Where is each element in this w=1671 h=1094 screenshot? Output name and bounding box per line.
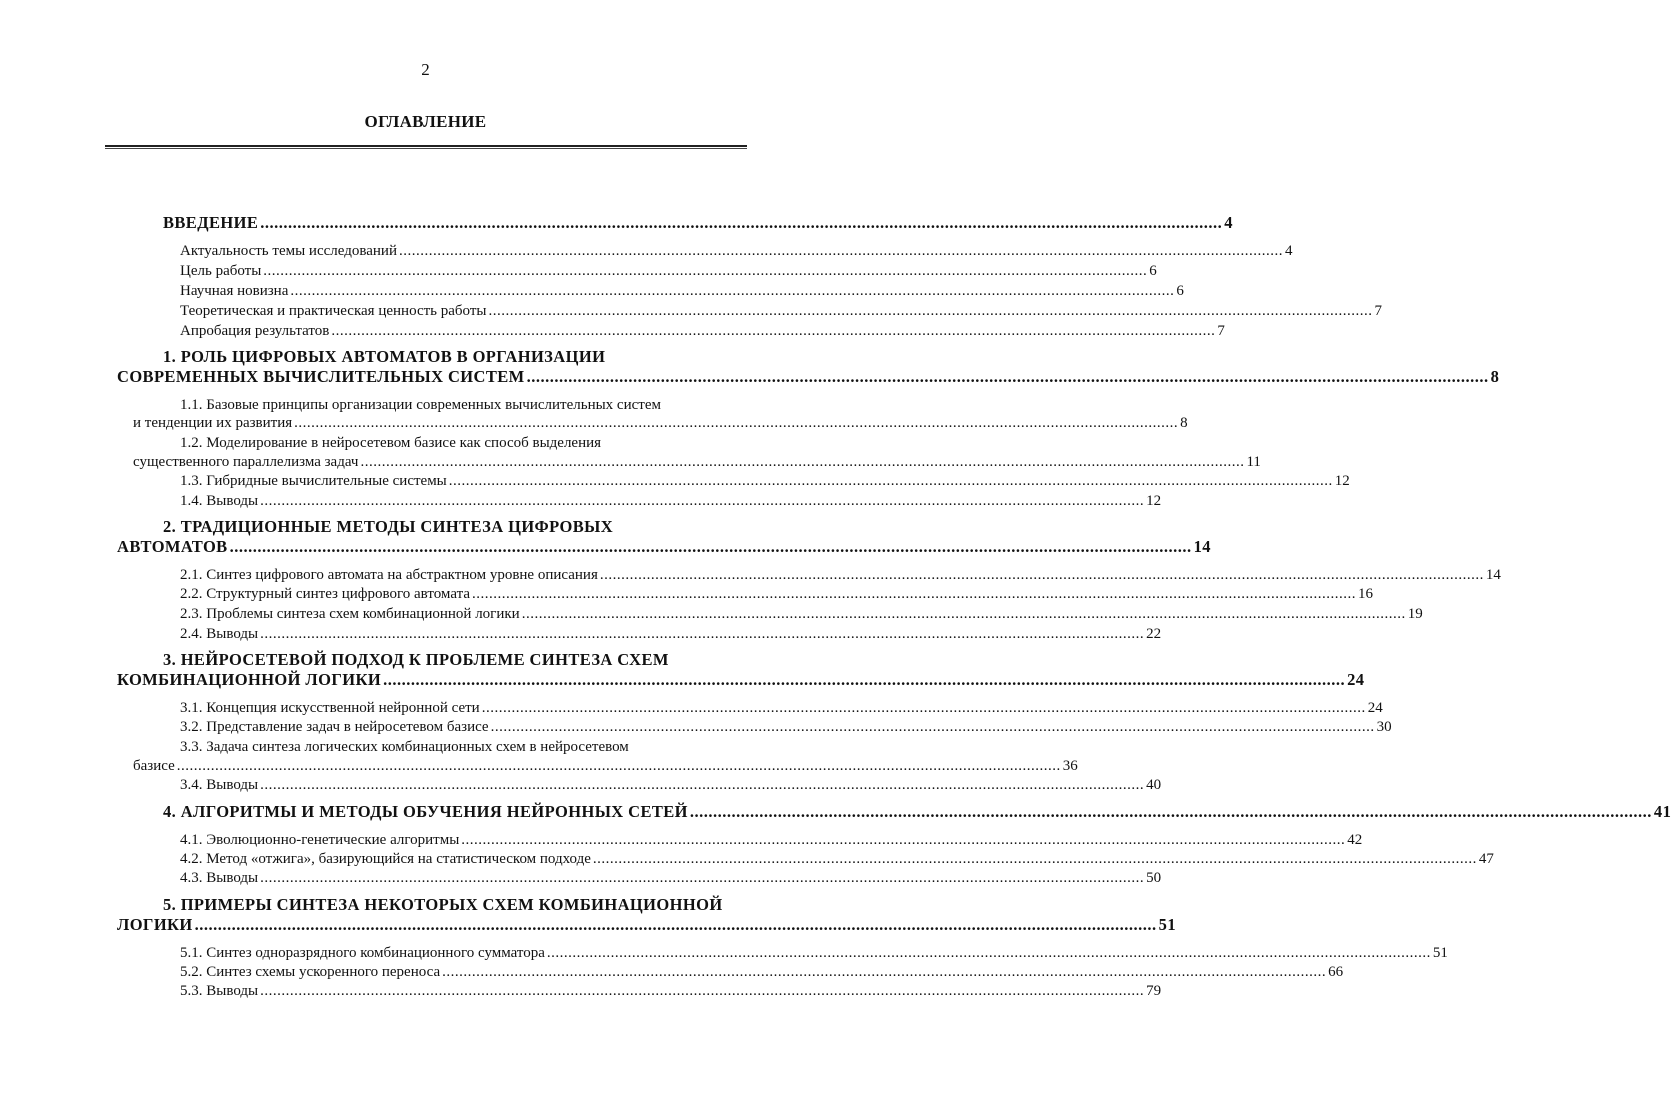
- toc-entry-title: 3.1. Концепция искусственной нейронной сети: [180, 700, 480, 716]
- leader-dots: ................................................................................................................................................................................................................: [260, 213, 1223, 232]
- leader-dots: ................................................................................................................................................................................................................: [260, 777, 1145, 793]
- toc-page-number: 51: [1432, 945, 1448, 961]
- toc-entry[interactable]: [180, 472, 1350, 490]
- toc-page-number: 7: [1217, 323, 1225, 339]
- toc-entry-title: АВТОМАТОВ: [117, 537, 228, 556]
- toc-entry-title: 5.2. Синтез схемы ускоренного переноса: [180, 964, 441, 980]
- leader-dots: ................................................................................................................................................................................................................: [488, 303, 1373, 319]
- toc-entry[interactable]: [180, 963, 1344, 981]
- toc-page-number: 8: [1180, 415, 1188, 431]
- toc-entry-title: СОВРЕМЕННЫХ ВЫЧИСЛИТЕЛЬНЫХ СИСТЕМ: [117, 367, 525, 386]
- toc-entry[interactable]: [133, 414, 1188, 432]
- toc-entry[interactable]: [180, 322, 1225, 340]
- toc-entry-title: 4.2. Метод «отжига», базирующийся на статистическом подходе: [180, 851, 591, 867]
- toc-entry-1-2-line1[interactable]: 1.2. Моделирование в нейросетевом базисе как способ выделения: [180, 435, 602, 451]
- toc-entry-title: 4.1. Эволюционно-генетические алгоритмы: [180, 832, 460, 848]
- toc-page-number: 24: [1347, 670, 1365, 689]
- leader-dots: ................................................................................................................................................................................................................: [442, 964, 1327, 980]
- leader-dots: ................................................................................................................................................................................................................: [294, 415, 1179, 431]
- toc-page-number: 4: [1224, 213, 1233, 232]
- leader-dots: ................................................................................................................................................................................................................: [360, 454, 1245, 470]
- toc-entry-title: ЛОГИКИ: [117, 915, 193, 934]
- toc-entry[interactable]: [180, 302, 1382, 320]
- toc-entry[interactable]: [180, 944, 1448, 962]
- toc-entry-chapter-5[interactable]: [117, 915, 1176, 934]
- toc-entry-3-3-line1[interactable]: 3.3. Задача синтеза логических комбинационных схем в нейросетевом: [180, 739, 629, 755]
- leader-dots: ................................................................................................................................................................................................................: [398, 243, 1283, 259]
- toc-page-number: 19: [1407, 606, 1423, 622]
- toc-entry-title: 2.1. Синтез цифрового автомата на абстрактном уровне описания: [180, 567, 598, 583]
- toc-entry-title: 2.4. Выводы: [180, 626, 259, 642]
- toc-entry[interactable]: [180, 850, 1494, 868]
- leader-dots: ................................................................................................................................................................................................................: [260, 626, 1145, 642]
- chapter-1-title-line1[interactable]: 1. РОЛЬ ЦИФРОВЫХ АВТОМАТОВ В ОРГАНИЗАЦИИ: [163, 347, 606, 366]
- toc-page-number: 22: [1146, 626, 1162, 642]
- page-title: ОГЛАВЛЕНИЕ: [364, 112, 487, 131]
- toc-entry[interactable]: [180, 699, 1383, 717]
- leader-dots: ................................................................................................................................................................................................................: [546, 945, 1431, 961]
- toc-entry[interactable]: [180, 242, 1293, 260]
- toc-entry-title: 2.3. Проблемы синтеза схем комбинационной логики: [180, 606, 520, 622]
- leader-dots: ................................................................................................................................................................................................................: [526, 367, 1489, 386]
- leader-dots: ................................................................................................................................................................................................................: [331, 323, 1216, 339]
- toc-page-number: 4: [1284, 243, 1293, 259]
- toc-entry-chapter-3[interactable]: [117, 670, 1365, 689]
- toc-page-number: 42: [1347, 832, 1363, 848]
- toc-entry-title: 2.2. Структурный синтез цифрового автомата: [180, 586, 470, 602]
- toc-entry-title: 5.1. Синтез одноразрядного комбинационного сумматора: [180, 945, 545, 961]
- toc-entry[interactable]: [180, 605, 1423, 623]
- toc-entry-title: 3.2. Представление задач в нейросетевом базисе: [180, 719, 489, 735]
- leader-dots: ................................................................................................................................................................................................................: [461, 832, 1346, 848]
- toc-entry[interactable]: [180, 566, 1501, 584]
- leader-dots: ................................................................................................................................................................................................................: [176, 758, 1061, 774]
- leader-dots: ................................................................................................................................................................................................................: [448, 473, 1333, 489]
- chapter-2-title-line1[interactable]: 2. ТРАДИЦИОННЫЕ МЕТОДЫ СИНТЕЗА ЦИФРОВЫХ: [163, 517, 614, 536]
- leader-dots: ................................................................................................................................................................................................................: [490, 719, 1375, 735]
- leader-dots: ................................................................................................................................................................................................................: [263, 263, 1148, 279]
- leader-dots: ................................................................................................................................................................................................................: [521, 606, 1406, 622]
- toc-page-number: 40: [1146, 777, 1162, 793]
- toc-page-number: 6: [1176, 283, 1184, 299]
- toc-entry-1-1-line1[interactable]: 1.1. Базовые принципы организации современных вычислительных систем: [180, 397, 661, 413]
- toc-entry-title: 5.3. Выводы: [180, 983, 259, 999]
- toc-entry[interactable]: [180, 585, 1373, 603]
- toc-page-number: 16: [1358, 586, 1373, 602]
- toc-entry-title: Апробация результатов: [180, 323, 330, 339]
- leader-dots: ................................................................................................................................................................................................................: [229, 537, 1192, 556]
- toc-entry-title: 4. АЛГОРИТМЫ И МЕТОДЫ ОБУЧЕНИЯ НЕЙРОННЫХ СЕТЕЙ: [163, 802, 688, 821]
- leader-dots: ................................................................................................................................................................................................................: [472, 586, 1356, 602]
- chapter-3-title-line1[interactable]: 3. НЕЙРОСЕТЕВОЙ ПОДХОД К ПРОБЛЕМЕ СИНТЕЗА СХЕМ: [163, 650, 669, 669]
- toc-entry-chapter-1[interactable]: [117, 367, 1500, 386]
- toc-entry[interactable]: [180, 492, 1162, 510]
- toc-page-number: 30: [1376, 719, 1392, 735]
- leader-dots: ................................................................................................................................................................................................................: [592, 851, 1477, 867]
- toc-page-number: 11: [1246, 454, 1261, 470]
- toc-page-number: 41: [1653, 802, 1671, 821]
- toc-entry-title: 1.3. Гибридные вычислительные системы: [180, 473, 447, 489]
- page-number: 2: [421, 60, 430, 79]
- toc-entry[interactable]: [133, 453, 1261, 471]
- chapter-5-title-line1[interactable]: 5. ПРИМЕРЫ СИНТЕЗА НЕКОТОРЫХ СХЕМ КОМБИНАЦИОННОЙ: [163, 895, 723, 914]
- toc-page-number: 14: [1193, 537, 1211, 556]
- toc-entry[interactable]: [180, 982, 1162, 1000]
- toc-entry-title: Цель работы: [180, 263, 262, 279]
- toc-entry[interactable]: [180, 262, 1157, 280]
- toc-entry-title: базисе: [133, 758, 175, 774]
- toc-entry[interactable]: [180, 718, 1392, 736]
- toc-entry-chapter-2[interactable]: [117, 537, 1211, 556]
- toc-page-number: 51: [1158, 915, 1176, 934]
- toc-entry[interactable]: [180, 776, 1162, 794]
- toc-entry-title: 4.3. Выводы: [180, 870, 259, 886]
- toc-page-number: 12: [1146, 493, 1162, 509]
- toc-entry-intro[interactable]: [163, 213, 1233, 232]
- leader-dots: ................................................................................................................................................................................................................: [481, 700, 1366, 716]
- toc-page-number: 50: [1146, 870, 1162, 886]
- toc-entry-title: 3.4. Выводы: [180, 777, 259, 793]
- toc-page-number: 36: [1062, 758, 1078, 774]
- toc-page-number: 6: [1149, 263, 1157, 279]
- leader-dots: ................................................................................................................................................................................................................: [260, 983, 1145, 999]
- toc-page-number: 79: [1146, 983, 1162, 999]
- toc-page-number: 24: [1367, 700, 1383, 716]
- toc-page-number: 47: [1478, 851, 1494, 867]
- toc-page-number: 7: [1374, 303, 1382, 319]
- toc-entry[interactable]: [180, 869, 1162, 887]
- leader-dots: ................................................................................................................................................................................................................: [194, 915, 1157, 934]
- toc-entry-title: Теоретическая и практическая ценность работы: [180, 303, 487, 319]
- toc-entry-chapter-4[interactable]: [163, 802, 1671, 821]
- leader-dots: ................................................................................................................................................................................................................: [290, 283, 1175, 299]
- toc-entry[interactable]: [133, 757, 1078, 775]
- toc-entry[interactable]: [180, 831, 1363, 849]
- leader-dots: ................................................................................................................................................................................................................: [599, 567, 1484, 583]
- toc-entry-title: Актуальность темы исследований: [180, 243, 397, 259]
- toc-page-number: 12: [1334, 473, 1350, 489]
- leader-dots: ................................................................................................................................................................................................................: [260, 870, 1145, 886]
- toc-entry-title: КОМБИНАЦИОННОЙ ЛОГИКИ: [117, 670, 382, 689]
- toc-page-number: 66: [1328, 964, 1344, 980]
- leader-dots: ................................................................................................................................................................................................................: [260, 493, 1145, 509]
- toc-entry-title: Научная новизна: [180, 283, 289, 299]
- toc-entry[interactable]: [180, 625, 1162, 643]
- toc-page-number: 8: [1490, 367, 1500, 386]
- toc-page-number: 14: [1485, 567, 1501, 583]
- toc-entry-title: существенного параллелизма задач: [133, 454, 359, 470]
- leader-dots: ................................................................................................................................................................................................................: [383, 670, 1346, 689]
- toc-entry-title: и тенденции их развития: [133, 415, 293, 431]
- leader-dots: ................................................................................................................................................................................................................: [689, 802, 1652, 821]
- toc-entry[interactable]: [180, 282, 1184, 300]
- toc-entry-title: 1.4. Выводы: [180, 493, 259, 509]
- toc-entry-title: ВВЕДЕНИЕ: [163, 213, 259, 232]
